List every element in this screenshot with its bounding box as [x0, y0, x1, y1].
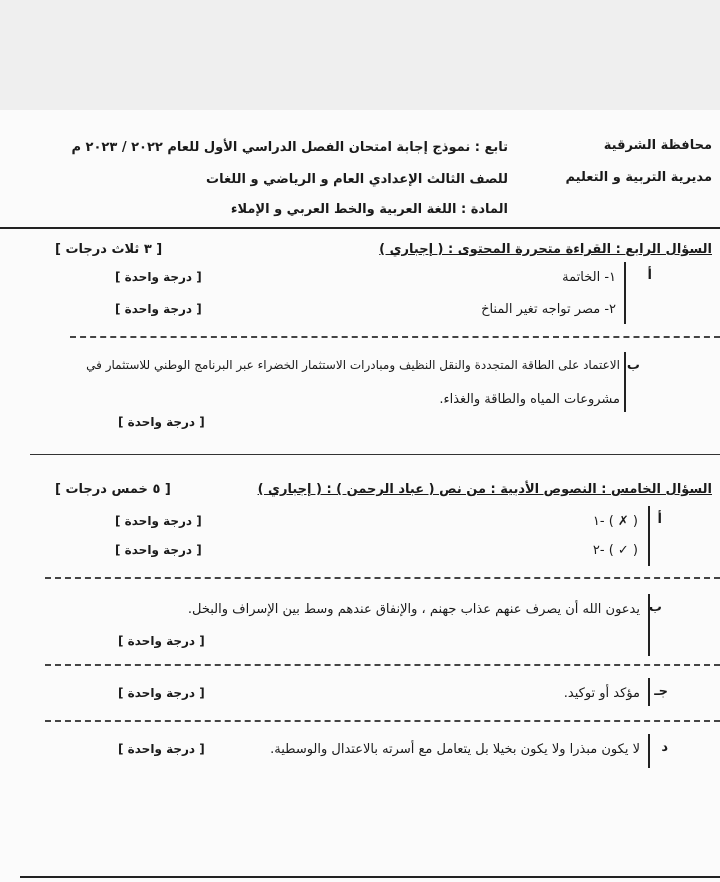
q5-part-d-letter: د: [661, 740, 668, 755]
q5-a-separator: [45, 577, 720, 579]
q5-a-item-2-score: [ درجة واحدة ]: [115, 543, 202, 557]
q5-a-item-1: ١- ( ✗ ): [592, 514, 638, 529]
q5-d-score: [ درجة واحدة ]: [118, 742, 205, 756]
q4-q5-divider: [30, 454, 720, 455]
q5-total-score: [ ٥ خمس درجات ]: [55, 482, 171, 497]
q5-part-a-bar: [648, 506, 650, 566]
q5-title: السؤال الخامس : النصوص الأدبية : من نص ( عباد الرحمن ) : ( إجباري ): [257, 482, 712, 497]
q4-b-line-1: الاعتماد على الطاقة المتجددة والنقل النظيف ومبادرات الاستثمار الخضراء عبر البرنامج الوطني للاستثمار في: [86, 358, 620, 372]
header-title-line-3: المادة : اللغة العربية والخط العربي و الإملاء: [230, 202, 508, 217]
q4-a-item-2-score: [ درجة واحدة ]: [115, 302, 202, 316]
q4-part-a-letter: أ: [647, 268, 652, 283]
q4-b-score: [ درجة واحدة ]: [118, 415, 205, 429]
q4-title: السؤال الرابع : القراءة متحررة المحتوى : ( إجباري ): [379, 242, 712, 257]
q5-c-score: [ درجة واحدة ]: [118, 686, 205, 700]
q4-part-b-bar: [624, 352, 626, 412]
header-divider: [0, 227, 720, 229]
q4-b-line-2: مشروعات المياه والطاقة والغذاء.: [439, 392, 620, 407]
q5-part-b-letter: ب: [648, 600, 662, 615]
q4-a-item-2: ٢- مصر تواجه تغير المناخ: [481, 302, 616, 317]
page-bottom-line: [20, 876, 720, 878]
q5-part-b-bar: [648, 594, 650, 656]
q5-a-item-2: ٢- ( ✓ ): [592, 543, 638, 558]
q5-b-text: يدعون الله أن يصرف عنهم عذاب جهنم ، والإنفاق عندهم وسط بين الإسراف والبخل.: [187, 602, 640, 617]
q4-total-score: [ ٣ ثلاث درجات ]: [55, 242, 163, 257]
q4-part-b-letter: ب: [626, 358, 640, 373]
q4-a-item-1: ١- الخاتمة: [562, 270, 616, 285]
q4-a-separator: [70, 336, 720, 338]
governorate-label: محافظة الشرقية: [603, 138, 712, 153]
header-title-line-1: تابع : نموذج إجابة امتحان الفصل الدراسي الأول للعام ٢٠٢٢ / ٢٠٢٣ م: [71, 140, 508, 155]
q5-b-separator: [45, 664, 720, 666]
q5-b-score: [ درجة واحدة ]: [118, 634, 205, 648]
q5-c-separator: [45, 720, 720, 722]
q5-part-d-bar: [648, 734, 650, 768]
q5-c-text: مؤكد أو توكيد.: [563, 686, 640, 701]
q5-d-text: لا يكون مبذرا ولا يكون بخيلا بل يتعامل مع أسرته بالاعتدال والوسطية.: [270, 742, 640, 757]
q5-part-c-bar: [648, 678, 650, 706]
q4-a-item-1-score: [ درجة واحدة ]: [115, 270, 202, 284]
top-gray-bar: [0, 0, 720, 110]
q4-part-a-bar: [624, 262, 626, 324]
directorate-label: مديرية التربية و التعليم: [565, 170, 712, 185]
q5-part-a-letter: أ: [657, 512, 662, 527]
q5-part-c-letter: جـ: [654, 684, 668, 699]
header-title-line-2: للصف الثالث الإعدادي العام و الرياضي و اللغات: [206, 172, 508, 187]
q5-a-item-1-score: [ درجة واحدة ]: [115, 514, 202, 528]
